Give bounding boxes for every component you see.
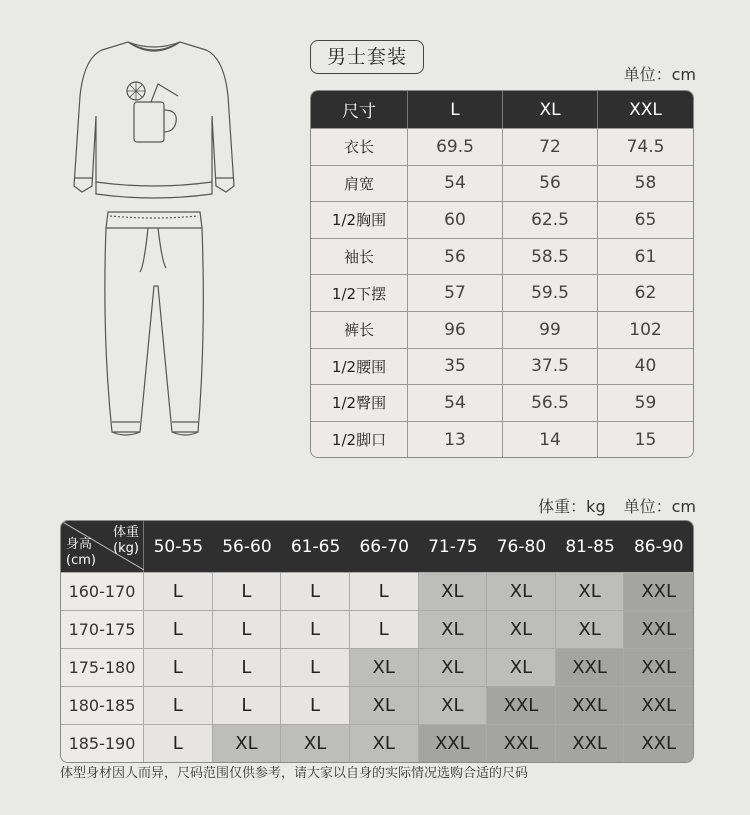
- measure-label: 1/2腰围: [311, 348, 408, 385]
- recommended-size-cell: XXL: [624, 572, 693, 610]
- measure-label: 1/2脚口: [311, 421, 408, 458]
- size-chart-table: [310, 90, 694, 458]
- header-size: 尺寸: [311, 91, 408, 128]
- measure-label: 袖长: [311, 238, 408, 275]
- recommended-size-cell: XL: [213, 724, 282, 762]
- measure-value: 40: [598, 348, 693, 385]
- height-range-label: 160-170: [61, 572, 144, 610]
- height-range-label: 185-190: [61, 724, 144, 762]
- corner-height: 身高 (cm): [66, 537, 96, 568]
- height-range-label: 170-175: [61, 610, 144, 648]
- recommended-size-cell: L: [144, 610, 213, 648]
- measure-value: 37.5: [503, 348, 598, 385]
- measure-value: 96: [408, 311, 503, 348]
- corner-weight: 体重 (kg): [112, 525, 139, 556]
- height-range-label: 180-185: [61, 686, 144, 724]
- recommended-size-cell: L: [281, 610, 350, 648]
- size-row: [311, 128, 693, 165]
- measure-value: 62: [598, 274, 693, 311]
- recommended-size-cell: XXL: [556, 686, 625, 724]
- measure-value: 58: [598, 165, 693, 202]
- size-row: [311, 421, 693, 458]
- section-title: 男士套装: [310, 40, 424, 74]
- recommended-size-cell: L: [144, 724, 213, 762]
- size-row: [311, 165, 693, 202]
- corner-cell: [61, 521, 144, 572]
- measure-label: 裤长: [311, 311, 408, 348]
- measure-label: 衣长: [311, 128, 408, 165]
- unit-label: 单位：cm: [623, 65, 696, 84]
- recommended-size-cell: XL: [419, 610, 488, 648]
- measure-value: 69.5: [408, 128, 503, 165]
- header-xl: XL: [503, 91, 598, 128]
- recommended-size-cell: L: [350, 610, 419, 648]
- unit-label-2: 单位：cm: [623, 497, 696, 516]
- recommended-size-cell: XXL: [624, 610, 693, 648]
- size-row: [311, 384, 693, 421]
- recommended-size-cell: XL: [350, 724, 419, 762]
- recommended-size-cell: XXL: [419, 724, 488, 762]
- recommended-size-cell: XXL: [624, 724, 693, 762]
- weight-range-header: 81-85: [556, 521, 625, 572]
- size-recommend-table: [60, 520, 694, 763]
- recommended-size-cell: XL: [556, 610, 625, 648]
- measure-value: 58.5: [503, 238, 598, 275]
- size-row: [311, 201, 693, 238]
- size-note: 体型身材因人而异，尺码范围仅供参考，请大家以自身的实际情况选购合适的尺码: [60, 766, 529, 781]
- measure-value: 54: [408, 165, 503, 202]
- measure-value: 102: [598, 311, 693, 348]
- sweatshirt-illustration: [74, 42, 234, 198]
- recommended-size-cell: XXL: [556, 724, 625, 762]
- weight-range-header: 71-75: [419, 521, 488, 572]
- measure-value: 65: [598, 201, 693, 238]
- size-chart-header: [311, 91, 693, 128]
- recommend-units: [520, 494, 696, 517]
- garment-illustration: [66, 36, 241, 446]
- recommended-size-cell: XL: [350, 648, 419, 686]
- measure-value: 14: [503, 421, 598, 458]
- recommended-size-cell: L: [144, 572, 213, 610]
- recommended-size-cell: L: [213, 572, 282, 610]
- weight-range-header: 61-65: [281, 521, 350, 572]
- measure-value: 62.5: [503, 201, 598, 238]
- weight-range-header: 66-70: [350, 521, 419, 572]
- measure-value: 72: [503, 128, 598, 165]
- measure-value: 74.5: [598, 128, 693, 165]
- recommended-size-cell: XL: [487, 572, 556, 610]
- header-l: L: [408, 91, 503, 128]
- measure-value: 56: [408, 238, 503, 275]
- recommended-size-cell: XL: [487, 648, 556, 686]
- measure-value: 59.5: [503, 274, 598, 311]
- weight-range-header: 50-55: [144, 521, 213, 572]
- recommended-size-cell: L: [144, 686, 213, 724]
- header-xxl: XXL: [598, 91, 693, 128]
- measure-value: 56.5: [503, 384, 598, 421]
- recommended-size-cell: L: [213, 648, 282, 686]
- recommended-size-cell: L: [144, 648, 213, 686]
- measure-label: 1/2臀围: [311, 384, 408, 421]
- recommended-size-cell: L: [281, 648, 350, 686]
- recommended-size-cell: L: [281, 686, 350, 724]
- recommended-size-cell: XL: [487, 610, 556, 648]
- recommended-size-cell: XXL: [556, 648, 625, 686]
- recommended-size-cell: XL: [281, 724, 350, 762]
- size-row: [311, 311, 693, 348]
- measure-value: 57: [408, 274, 503, 311]
- recommend-header: [61, 521, 693, 572]
- recommended-size-cell: XXL: [487, 724, 556, 762]
- recommended-size-cell: XL: [556, 572, 625, 610]
- height-row: [61, 572, 693, 610]
- measure-value: 60: [408, 201, 503, 238]
- recommended-size-cell: XXL: [624, 686, 693, 724]
- measure-value: 15: [598, 421, 693, 458]
- size-row: [311, 348, 693, 385]
- lemon-cup-print: [127, 82, 178, 142]
- recommended-size-cell: L: [213, 610, 282, 648]
- height-row: [61, 610, 693, 648]
- weight-range-header: 76-80: [487, 521, 556, 572]
- measure-value: 56: [503, 165, 598, 202]
- recommended-size-cell: XXL: [624, 648, 693, 686]
- measure-value: 13: [408, 421, 503, 458]
- measure-value: 59: [598, 384, 693, 421]
- measure-value: 99: [503, 311, 598, 348]
- measure-value: 54: [408, 384, 503, 421]
- height-row: [61, 724, 693, 762]
- recommended-size-cell: XL: [350, 686, 419, 724]
- measure-label: 1/2胸围: [311, 201, 408, 238]
- weight-range-header: 56-60: [213, 521, 282, 572]
- weight-range-header: 86-90: [624, 521, 693, 572]
- measure-label: 肩宽: [311, 165, 408, 202]
- height-range-label: 175-180: [61, 648, 144, 686]
- recommended-size-cell: XXL: [487, 686, 556, 724]
- recommended-size-cell: XL: [419, 572, 488, 610]
- recommended-size-cell: XL: [419, 686, 488, 724]
- size-row: [311, 274, 693, 311]
- height-row: [61, 686, 693, 724]
- measure-label: 1/2下摆: [311, 274, 408, 311]
- measure-value: 35: [408, 348, 503, 385]
- measure-value: 61: [598, 238, 693, 275]
- height-row: [61, 648, 693, 686]
- recommended-size-cell: L: [213, 686, 282, 724]
- size-row: [311, 238, 693, 275]
- recommended-size-cell: L: [281, 572, 350, 610]
- weight-unit-label: 体重：kg: [538, 497, 606, 516]
- recommended-size-cell: XL: [419, 648, 488, 686]
- recommended-size-cell: L: [350, 572, 419, 610]
- sweatpants-illustration: [105, 212, 203, 435]
